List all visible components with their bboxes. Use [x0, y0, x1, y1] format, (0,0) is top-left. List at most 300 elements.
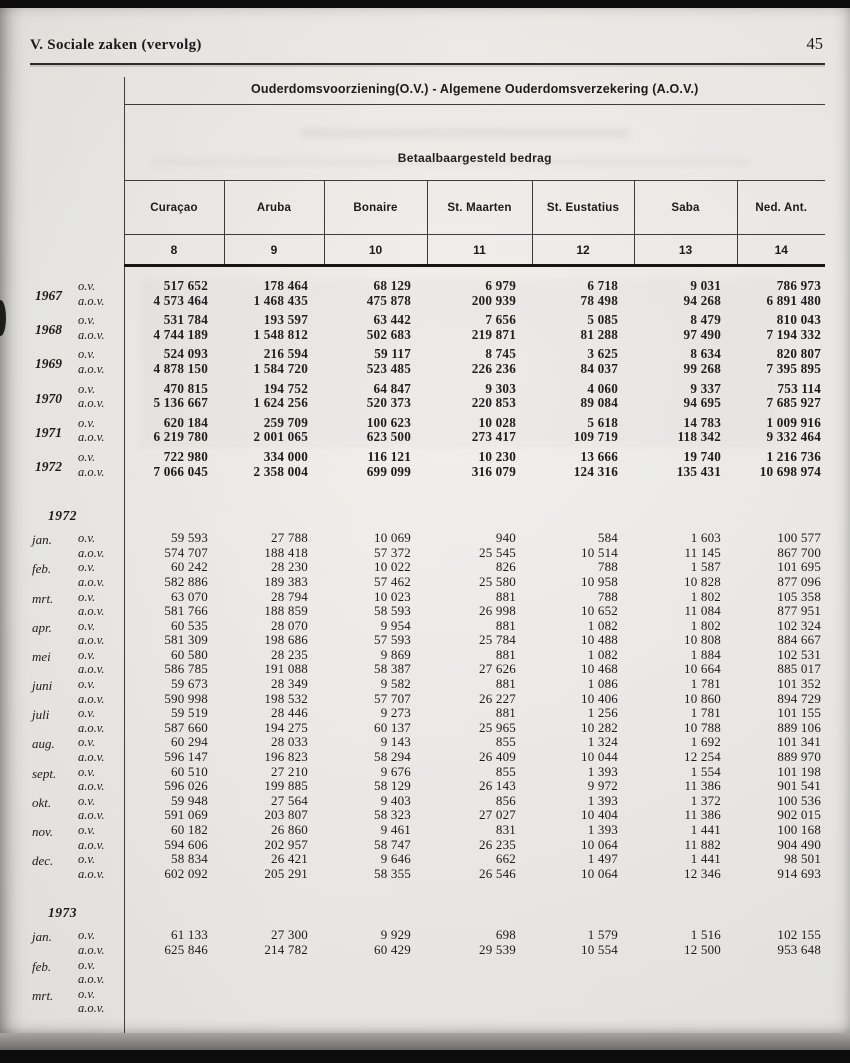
table-row — [30, 750, 825, 765]
value-cell: 10 664 — [684, 661, 721, 677]
value-cell: 2 358 004 — [253, 463, 308, 479]
column-number: 9 — [224, 235, 324, 266]
value-cell: 10 064 — [581, 865, 618, 881]
group-heading-spacer — [124, 881, 825, 928]
value-cell — [737, 1001, 825, 1016]
value-cell: 722 980 — [124, 450, 224, 465]
value-cell: 100 168 — [777, 822, 822, 837]
table-row — [30, 867, 825, 882]
value-cell: 100 577 — [777, 530, 822, 546]
value-cell: 10 808 — [684, 632, 721, 648]
table-row — [30, 692, 825, 707]
value-cell: 602 092 — [124, 867, 224, 882]
value-cell: 28 230 — [271, 559, 308, 575]
column-number: 8 — [124, 235, 224, 266]
value-cell: 94 268 — [683, 292, 721, 308]
group-heading-label: 1973 — [48, 905, 77, 921]
value-cell: 26 998 — [479, 603, 516, 619]
table-row — [30, 794, 825, 809]
value-cell: 58 294 — [374, 749, 411, 765]
value-cell — [224, 958, 324, 973]
value-cell: 855 — [495, 763, 516, 779]
value-cell: 188 418 — [264, 544, 308, 560]
value-cell — [737, 987, 825, 1002]
value-cell: 594 606 — [124, 838, 224, 853]
value-cell: 4 878 150 — [124, 362, 224, 382]
row-type-label: o.v. — [78, 560, 96, 575]
value-cell: 581 309 — [124, 633, 224, 648]
value-cell: 586 785 — [124, 662, 224, 677]
value-cell: 855 — [495, 734, 516, 750]
value-cell: 5 618 — [587, 414, 618, 430]
period-label: jan. — [32, 929, 52, 945]
value-cell: 1 692 — [690, 734, 721, 750]
value-cell: 57 462 — [374, 573, 411, 589]
value-cell: 7 656 — [485, 312, 516, 328]
value-cell: 6 891 480 — [766, 292, 822, 308]
period-label: 1971 — [35, 424, 62, 440]
value-cell: 9 929 — [380, 927, 411, 943]
value-cell: 25 545 — [479, 544, 516, 560]
value-cell: 7 685 927 — [766, 395, 822, 411]
table-row — [30, 735, 825, 750]
header-spacer — [30, 235, 124, 266]
value-cell: 9 031 — [690, 278, 721, 293]
value-cell: 1 516 — [690, 927, 721, 943]
period-label: mrt. — [32, 987, 54, 1003]
row-type-label: a.o.v. — [78, 662, 105, 677]
row-type-label: o.v. — [78, 986, 96, 1001]
value-cell: 202 957 — [264, 836, 308, 852]
value-cell: 28 446 — [271, 705, 308, 721]
spacer-cell — [124, 266, 825, 280]
value-cell: 1 393 — [587, 792, 618, 808]
value-cell: 901 541 — [777, 778, 822, 794]
value-cell: 620 184 — [124, 416, 224, 431]
value-cell — [427, 958, 532, 973]
value-cell: 10 652 — [581, 603, 618, 619]
table-title: Ouderdomsvoorziening(O.V.) - Algemene Ouderdomsverzekering (A.O.V.) — [124, 77, 825, 105]
value-cell: 517 652 — [124, 279, 224, 294]
value-cell: 7 395 895 — [766, 360, 822, 376]
value-cell — [532, 958, 634, 973]
value-cell — [324, 987, 427, 1002]
value-cell: 13 666 — [580, 448, 618, 464]
value-cell: 885 017 — [777, 661, 822, 677]
value-cell: 881 — [495, 646, 516, 662]
value-cell: 524 093 — [124, 347, 224, 362]
value-cell: 102 531 — [777, 646, 822, 662]
row-type-label: a.o.v. — [78, 750, 105, 765]
value-cell: 200 939 — [471, 292, 516, 308]
value-cell: 904 490 — [777, 836, 822, 852]
value-cell: 12 254 — [684, 749, 721, 765]
value-cell: 1 393 — [587, 822, 618, 837]
table-row — [30, 662, 825, 677]
value-cell: 10 406 — [581, 690, 618, 706]
value-cell: 273 417 — [471, 429, 516, 445]
value-cell — [634, 972, 737, 987]
table-row — [30, 604, 825, 619]
period-label: feb. — [32, 561, 52, 577]
table-row — [30, 808, 825, 823]
value-cell: 193 597 — [263, 312, 308, 328]
value-cell — [737, 972, 825, 987]
value-cell: 596 147 — [124, 750, 224, 765]
value-cell: 9 972 — [587, 778, 618, 794]
group-heading-row — [30, 881, 825, 928]
value-cell: 25 784 — [479, 632, 516, 648]
table-row — [30, 465, 825, 485]
value-cell: 4 573 464 — [124, 294, 224, 314]
value-cell: 698 — [495, 927, 516, 943]
value-cell: 194 275 — [264, 719, 308, 735]
column-header: Curaçao — [124, 181, 224, 235]
value-cell: 63 442 — [373, 312, 411, 328]
value-cell: 60 182 — [124, 823, 224, 838]
column-names-row — [30, 181, 825, 235]
row-type-label: a.o.v. — [78, 837, 105, 852]
value-cell: 226 236 — [471, 360, 516, 376]
value-cell — [224, 1001, 324, 1016]
value-cell: 502 683 — [366, 326, 411, 342]
value-cell: 581 766 — [124, 604, 224, 619]
bleed-through-smudge — [140, 278, 780, 448]
value-cell: 10 828 — [684, 573, 721, 589]
value-cell: 11 386 — [684, 778, 721, 794]
value-cell: 587 660 — [124, 721, 224, 736]
value-cell: 475 878 — [366, 292, 411, 308]
value-cell: 10 488 — [581, 632, 618, 648]
row-type-label: o.v. — [78, 589, 96, 604]
value-cell: 14 783 — [683, 414, 721, 430]
value-cell — [532, 987, 634, 1002]
value-cell: 1 082 — [587, 646, 618, 662]
value-cell: 9 337 — [690, 380, 721, 396]
value-cell: 1 441 — [690, 822, 721, 837]
row-type-label: a.o.v. — [78, 293, 105, 308]
value-cell: 58 323 — [374, 807, 411, 823]
value-cell: 520 373 — [366, 395, 411, 411]
table-row — [30, 575, 825, 590]
value-cell: 10 023 — [374, 588, 411, 604]
value-cell: 4 060 — [587, 380, 618, 396]
value-cell: 188 859 — [264, 603, 308, 619]
period-label: 1969 — [35, 356, 62, 372]
period-label: feb. — [32, 958, 52, 974]
period-label: apr. — [32, 619, 52, 635]
table-row — [30, 823, 825, 838]
value-cell — [124, 972, 224, 987]
value-cell: 1 603 — [690, 530, 721, 546]
column-number: 13 — [634, 235, 737, 266]
value-cell — [324, 958, 427, 973]
value-cell: 60 510 — [124, 765, 224, 780]
value-cell: 189 383 — [264, 573, 308, 589]
period-label: dec. — [32, 853, 54, 869]
value-cell: 60 242 — [124, 560, 224, 575]
paper-sheet — [0, 8, 850, 1035]
value-cell: 19 740 — [683, 448, 721, 464]
value-cell: 89 084 — [580, 395, 618, 411]
value-cell: 9 273 — [380, 705, 411, 721]
value-cell: 68 129 — [373, 278, 411, 293]
value-cell: 100 536 — [777, 792, 822, 808]
value-cell: 10 788 — [684, 719, 721, 735]
value-cell: 9 461 — [380, 822, 411, 837]
section-title: V. Sociale zaken (vervolg) — [30, 37, 202, 53]
value-cell: 29 539 — [479, 941, 516, 957]
row-type-label: a.o.v. — [78, 464, 105, 479]
value-cell: 60 580 — [124, 648, 224, 663]
row-type-label: a.o.v. — [78, 633, 105, 648]
value-cell: 894 729 — [777, 690, 822, 706]
period-label: mrt. — [32, 590, 54, 606]
value-cell: 100 623 — [366, 414, 411, 430]
value-cell: 11 084 — [684, 603, 721, 619]
value-cell: 25 965 — [479, 719, 516, 735]
value-cell: 334 000 — [263, 448, 308, 464]
value-cell: 1 781 — [690, 676, 721, 692]
value-cell — [324, 972, 427, 987]
value-cell: 9 869 — [380, 646, 411, 662]
spacer-row — [30, 266, 825, 280]
column-number: 10 — [324, 235, 427, 266]
value-cell: 57 707 — [374, 690, 411, 706]
period-label: jan. — [32, 532, 52, 548]
value-cell: 10 404 — [581, 807, 618, 823]
value-cell: 9 403 — [380, 792, 411, 808]
value-cell: 753 114 — [777, 380, 822, 396]
row-type-label: o.v. — [78, 381, 96, 396]
value-cell — [532, 972, 634, 987]
value-cell: 84 037 — [580, 360, 618, 376]
value-cell: 58 129 — [374, 778, 411, 794]
value-cell: 10 022 — [374, 559, 411, 575]
table-subtitle: Betaalbaargesteld bedrag — [124, 105, 825, 181]
value-cell: 9 303 — [485, 380, 516, 396]
value-cell: 914 693 — [777, 865, 822, 881]
value-cell: 60 535 — [124, 619, 224, 634]
value-cell: 10 069 — [374, 530, 411, 546]
value-cell: 9 332 464 — [766, 429, 822, 445]
value-cell: 625 846 — [124, 943, 224, 958]
value-cell: 877 096 — [777, 573, 822, 589]
row-type-label: a.o.v. — [78, 574, 105, 589]
value-cell: 867 700 — [777, 544, 822, 560]
row-type-label: a.o.v. — [78, 691, 105, 706]
value-cell: 699 099 — [366, 463, 411, 479]
value-cell: 58 355 — [374, 865, 411, 881]
value-cell: 1 256 — [587, 705, 618, 721]
value-cell: 199 885 — [264, 778, 308, 794]
value-cell: 10 468 — [581, 661, 618, 677]
value-cell: 26 860 — [271, 822, 308, 837]
value-cell: 198 532 — [264, 690, 308, 706]
value-cell: 191 088 — [264, 661, 308, 677]
column-numbers-row — [30, 235, 825, 266]
value-cell: 820 807 — [776, 346, 822, 362]
row-type-label: o.v. — [78, 449, 96, 464]
value-cell: 11 882 — [684, 836, 721, 852]
row-type-label: o.v. — [78, 706, 96, 721]
value-cell: 60 137 — [374, 719, 411, 735]
row-type-label: o.v. — [78, 928, 96, 943]
period-label: 1972 — [35, 459, 62, 475]
row-type-label: a.o.v. — [78, 942, 105, 957]
period-label: nov. — [32, 824, 54, 839]
value-cell: 10 230 — [478, 448, 516, 464]
value-cell: 12 500 — [684, 941, 721, 957]
value-cell: 1 781 — [690, 705, 721, 721]
value-cell: 178 464 — [263, 278, 308, 293]
value-cell: 205 291 — [264, 865, 308, 881]
value-cell: 884 667 — [777, 632, 822, 648]
value-cell: 26 143 — [479, 778, 516, 794]
value-cell: 889 106 — [777, 719, 822, 735]
value-cell: 1 082 — [587, 617, 618, 633]
period-label: juni — [32, 678, 53, 694]
statistics-table — [30, 77, 825, 1050]
period-label: aug. — [32, 736, 55, 752]
table-title-row — [30, 77, 825, 105]
value-cell: 59 948 — [124, 794, 224, 809]
value-cell: 28 033 — [271, 734, 308, 750]
bleed-through-smudge — [150, 158, 750, 166]
value-cell: 856 — [495, 792, 516, 808]
value-cell: 101 341 — [777, 734, 822, 750]
table-row — [30, 590, 825, 605]
value-cell: 101 198 — [777, 763, 822, 779]
value-cell: 196 823 — [264, 749, 308, 765]
value-cell: 64 847 — [373, 380, 411, 396]
value-cell: 1 584 720 — [253, 360, 308, 376]
value-cell: 102 155 — [777, 927, 822, 943]
row-type-label: o.v. — [78, 764, 96, 779]
value-cell: 1 884 — [690, 646, 721, 662]
value-cell: 101 352 — [777, 676, 822, 692]
value-cell: 810 043 — [776, 312, 822, 328]
value-cell: 27 626 — [479, 661, 516, 677]
value-cell: 97 490 — [683, 326, 721, 342]
value-cell: 1 009 916 — [766, 414, 822, 430]
scan-bottom-strip — [0, 1033, 850, 1050]
value-cell: 6 718 — [587, 278, 618, 293]
column-header: Ned. Ant. — [737, 181, 825, 235]
header-spacer — [30, 105, 124, 181]
value-cell — [634, 987, 737, 1002]
row-type-label: o.v. — [78, 279, 96, 293]
value-cell: 5 085 — [587, 312, 618, 328]
group-heading-row — [30, 484, 825, 531]
value-cell: 12 346 — [684, 865, 721, 881]
row-type-label: o.v. — [78, 677, 96, 692]
value-cell: 101 155 — [777, 705, 822, 721]
row-type-label: a.o.v. — [78, 866, 105, 881]
value-cell: 7 194 332 — [766, 326, 822, 342]
value-cell: 582 886 — [124, 575, 224, 590]
value-cell: 9 646 — [380, 851, 411, 867]
value-cell: 9 954 — [380, 617, 411, 633]
value-cell: 1 372 — [690, 792, 721, 808]
value-cell: 94 695 — [683, 395, 721, 411]
value-cell: 788 — [597, 559, 618, 575]
value-cell: 9 676 — [380, 763, 411, 779]
row-type-label: o.v. — [78, 618, 96, 633]
value-cell: 26 235 — [479, 836, 516, 852]
value-cell: 101 695 — [777, 559, 822, 575]
value-cell: 57 372 — [374, 544, 411, 560]
table-row — [30, 619, 825, 634]
column-number: 14 — [737, 235, 825, 266]
value-cell: 591 069 — [124, 808, 224, 823]
column-header: Bonaire — [324, 181, 427, 235]
table-row — [30, 765, 825, 780]
value-cell — [427, 972, 532, 987]
value-cell: 26 227 — [479, 690, 516, 706]
value-cell: 28 349 — [271, 676, 308, 692]
value-cell: 124 316 — [573, 463, 618, 479]
period-label: juli — [32, 707, 50, 723]
value-cell: 10 514 — [581, 544, 618, 560]
table-row — [30, 972, 825, 987]
column-header: St. Eustatius — [532, 181, 634, 235]
value-cell: 470 815 — [124, 382, 224, 397]
row-type-label: a.o.v. — [78, 327, 105, 342]
table-row — [30, 987, 825, 1002]
value-cell: 28 070 — [271, 617, 308, 633]
period-label: 1970 — [35, 390, 62, 406]
value-cell: 8 745 — [485, 346, 516, 362]
value-cell: 109 719 — [573, 429, 618, 445]
value-cell: 59 519 — [124, 706, 224, 721]
value-cell: 11 386 — [684, 807, 721, 823]
value-cell: 4 744 189 — [124, 328, 224, 348]
value-cell: 102 324 — [777, 617, 822, 633]
row-type-label: a.o.v. — [78, 430, 105, 445]
row-type-label: a.o.v. — [78, 361, 105, 376]
value-cell: 3 625 — [587, 346, 618, 362]
value-cell: 1 579 — [587, 927, 618, 943]
header-spacer — [30, 181, 124, 235]
table-row — [30, 633, 825, 648]
value-cell: 953 648 — [777, 941, 822, 957]
value-cell: 57 593 — [374, 632, 411, 648]
value-cell: 8 479 — [690, 312, 721, 328]
value-cell: 316 079 — [471, 463, 516, 479]
column-number: 11 — [427, 235, 532, 266]
table-subtitle-row — [30, 105, 825, 181]
spacer-cell — [30, 266, 124, 280]
bleed-through-smudge — [300, 128, 630, 138]
value-cell — [224, 972, 324, 987]
value-cell: 831 — [495, 822, 516, 837]
value-cell: 98 501 — [784, 851, 822, 867]
value-cell: 27 027 — [479, 807, 516, 823]
value-cell — [737, 958, 825, 973]
row-type-label: a.o.v. — [78, 1001, 105, 1016]
column-number: 12 — [532, 235, 634, 266]
row-type-label: o.v. — [78, 823, 96, 837]
row-type-label: a.o.v. — [78, 779, 105, 794]
value-cell: 596 026 — [124, 779, 224, 794]
value-cell: 1 216 736 — [766, 448, 822, 464]
table-row — [30, 928, 825, 943]
value-cell: 59 673 — [124, 677, 224, 692]
group-heading-spacer — [124, 484, 825, 531]
value-cell — [124, 987, 224, 1002]
value-cell: 216 594 — [263, 346, 308, 362]
